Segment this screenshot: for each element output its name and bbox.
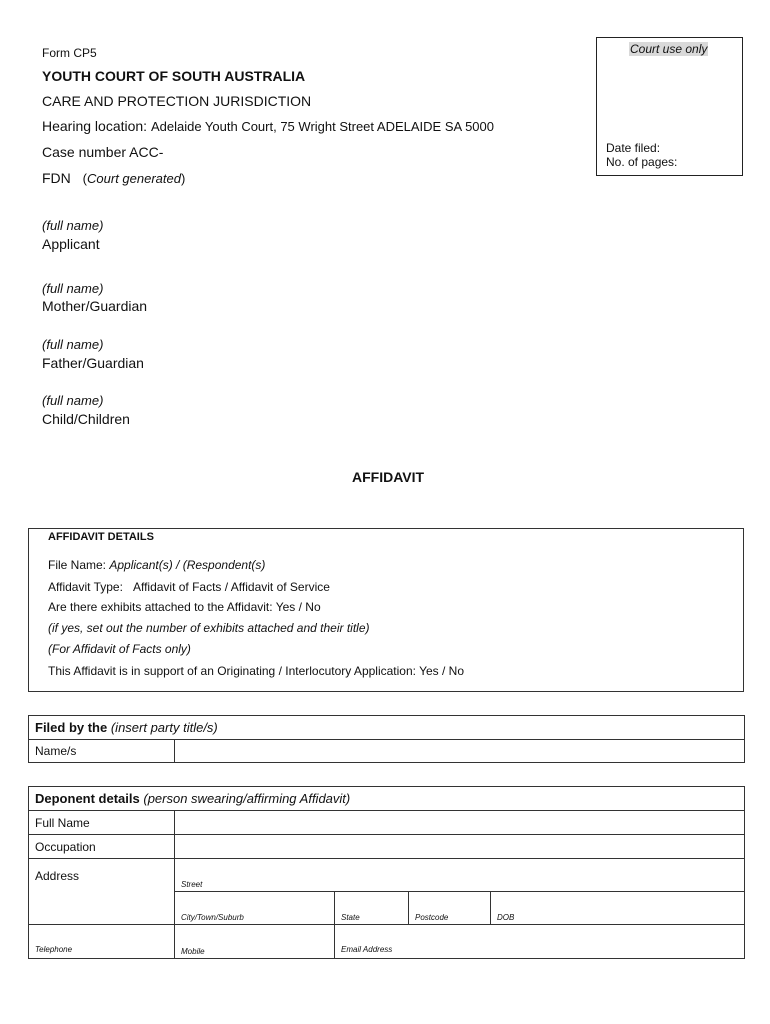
file-name-label: File Name: [48, 558, 110, 572]
fdn-note-text: Court generated [87, 171, 181, 186]
city-field[interactable] [175, 892, 335, 925]
fdn-label: FDN [42, 170, 71, 186]
dob-label: DOB [497, 913, 515, 922]
email-label: Email Address [341, 945, 393, 954]
dob-field[interactable] [491, 892, 745, 925]
occupation-field[interactable] [175, 835, 745, 859]
date-filed-label: Date filed: [606, 141, 661, 155]
state-field[interactable] [335, 892, 409, 925]
telephone-field[interactable] [29, 925, 175, 959]
filed-by-header [29, 716, 745, 740]
deponent-table [28, 786, 745, 959]
party-role-children: Child/Children [42, 411, 130, 427]
type-value: Affidavit of Facts / Affidavit of Service [132, 580, 330, 594]
filed-by-table [28, 715, 745, 763]
hearing-location [42, 118, 494, 136]
case-number: Case number ACC- [42, 144, 164, 160]
hearing-label: Hearing location: [42, 118, 151, 134]
deponent-hint: (person swearing/affirming Affidavit) [139, 791, 351, 806]
fdn [42, 170, 185, 186]
file-name-row [48, 558, 265, 572]
fdn-note-open: ( [82, 171, 88, 186]
telephone-label: Telephone [35, 945, 73, 954]
support-question: This Affidavit is in support of an Originating / Interlocutory Application: Yes / No [48, 664, 465, 678]
details-heading: AFFIDAVIT DETAILS [48, 531, 154, 543]
state-label: State [341, 913, 360, 922]
filed-by-hint: (insert party title/s) [107, 720, 218, 735]
deponent-label: Deponent details [35, 791, 140, 806]
file-name-value: Applicant(s) / (Respondent(s) [109, 558, 266, 572]
jurisdiction: CARE AND PROTECTION JURISDICTION [42, 93, 312, 109]
court-use-title: Court use only [630, 42, 708, 56]
no-pages-label: No. of pages: [606, 155, 678, 169]
fdn-note [83, 171, 186, 186]
party-hint: (full name) [42, 281, 104, 296]
exhibits-question: Are there exhibits attached to the Affidavit: Yes / No [48, 600, 321, 614]
deponent-header [29, 787, 745, 811]
party-hint: (full name) [42, 218, 104, 233]
names-field[interactable] [175, 740, 745, 763]
exhibits-note: (if yes, set out the number of exhibits attached and their title) [48, 621, 370, 635]
party-hint: (full name) [42, 337, 104, 352]
fdn-note-close: ) [180, 171, 186, 186]
street-field[interactable] [175, 859, 745, 892]
party-role-father: Father/Guardian [42, 355, 144, 371]
party-hint: (full name) [42, 393, 104, 408]
party-role-mother: Mother/Guardian [42, 298, 148, 314]
court-name: YOUTH COURT OF SOUTH AUSTRALIA [42, 68, 306, 84]
occupation-label: Occupation [29, 835, 175, 859]
party-role-applicant: Applicant [42, 236, 100, 252]
filed-by-label: Filed by the [35, 720, 108, 735]
form-id: Form CP5 [42, 46, 97, 60]
court-use-box [596, 37, 743, 176]
full-name-field[interactable] [175, 811, 745, 835]
document-title: AFFIDAVIT [352, 469, 425, 485]
email-field[interactable] [335, 925, 745, 959]
address-label: Address [29, 859, 175, 925]
postcode-label: Postcode [415, 913, 449, 922]
hearing-value: Adelaide Youth Court, 75 Wright Street ADELAIDE SA 5000 [150, 119, 494, 134]
mobile-label: Mobile [181, 947, 205, 956]
affidavit-type-row [48, 580, 330, 594]
mobile-field[interactable] [175, 925, 335, 959]
names-label: Name/s [29, 740, 175, 763]
full-name-label: Full Name [29, 811, 175, 835]
postcode-field[interactable] [409, 892, 491, 925]
affidavit-details-box [28, 528, 744, 692]
type-label: Affidavit Type: [48, 580, 123, 594]
facts-note: (For Affidavit of Facts only) [48, 642, 191, 656]
city-label: City/Town/Suburb [181, 913, 244, 922]
street-label: Street [181, 880, 203, 889]
